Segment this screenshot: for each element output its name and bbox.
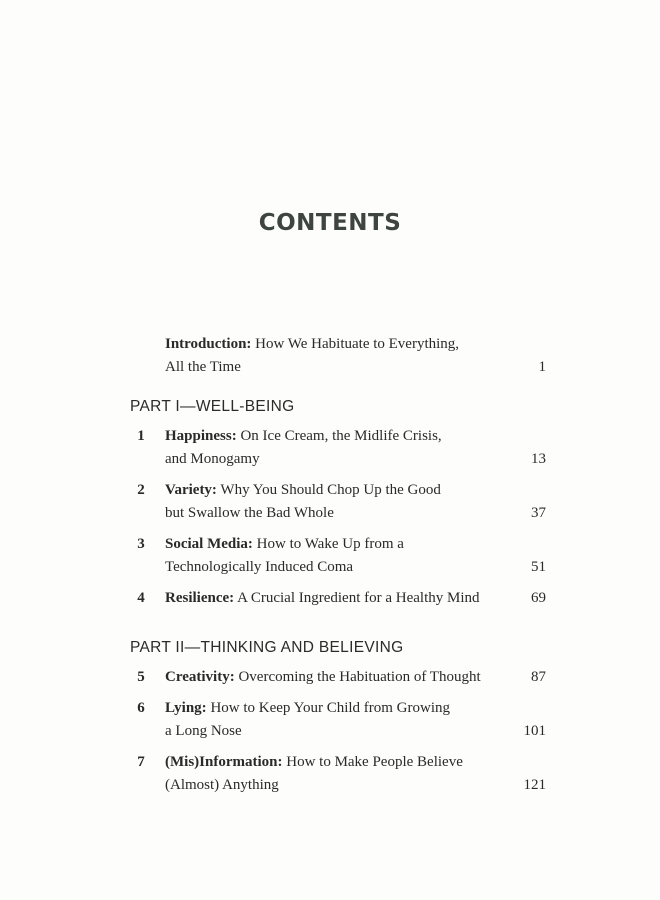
page-number: 13	[531, 450, 546, 467]
chapter-number: 2	[137, 482, 145, 498]
page-number: 1	[538, 358, 546, 375]
toc-entry-chapter-2[interactable]	[130, 479, 550, 524]
contents-title: CONTENTS	[258, 210, 402, 236]
entry-text	[165, 697, 505, 742]
entry-subtitle-line1: Why You Should Chop Up the Good	[220, 482, 441, 498]
entry-text	[165, 587, 525, 610]
page-number: 51	[531, 558, 546, 575]
chapter-number: 5	[137, 668, 145, 685]
entry-subtitle-line1: A Crucial Ingredient for a Healthy Mind	[237, 590, 480, 606]
entry-subtitle-line2: Technologically Induced Coma	[165, 558, 354, 575]
toc-entry-chapter-4[interactable]	[130, 587, 550, 610]
entry-subtitle-line1: How to Wake Up from a	[256, 536, 404, 552]
toc-entry-chapter-7[interactable]	[130, 751, 550, 796]
entry-heading: Creativity:	[165, 668, 235, 685]
entry-subtitle-line2: a Long Nose	[165, 722, 242, 739]
part-heading-1: PART I—WELL-BEING	[130, 398, 295, 415]
entry-heading: Resilience:	[165, 590, 235, 606]
entry-heading: (Mis)Information:	[165, 754, 283, 770]
entry-subtitle-line1: How to Keep Your Child from Growing	[210, 700, 451, 716]
toc-entry-chapter-6[interactable]	[130, 697, 550, 742]
page-number: 121	[523, 776, 546, 793]
chapter-number: 6	[137, 700, 145, 716]
entry-subtitle-line1: On Ice Cream, the Midlife Crisis,	[240, 428, 442, 444]
entry-subtitle-line1: How to Make People Believe	[286, 754, 463, 770]
entry-heading: Variety:	[165, 482, 217, 498]
entry-text	[165, 333, 505, 378]
chapter-number: 7	[137, 754, 145, 770]
entry-heading: Social Media:	[165, 536, 253, 552]
entry-subtitle-line1: How We Habituate to Everything,	[255, 336, 460, 352]
page-number: 101	[523, 722, 546, 739]
entry-subtitle-line2: and Monogamy	[165, 450, 260, 467]
page-number: 87	[531, 668, 546, 685]
toc-entry-introduction[interactable]	[130, 333, 550, 378]
entry-subtitle-line2: but Swallow the Bad Whole	[165, 504, 334, 521]
toc-entry-chapter-5[interactable]	[130, 666, 550, 689]
entry-heading: Lying:	[165, 700, 207, 716]
entry-text	[165, 425, 505, 470]
chapter-number: 3	[137, 536, 145, 552]
entry-subtitle-line2: (Almost) Anything	[165, 776, 279, 793]
entry-text	[165, 479, 505, 524]
part-heading-2: PART II—THINKING AND BELIEVING	[130, 638, 404, 656]
toc-entry-chapter-3[interactable]	[130, 533, 550, 578]
page-number: 37	[531, 504, 546, 521]
toc-entry-chapter-1[interactable]	[130, 425, 550, 470]
entry-heading: Introduction:	[165, 336, 252, 352]
page-number: 69	[531, 590, 546, 606]
entry-subtitle-line1: Overcoming the Habituation of Thought	[238, 668, 481, 685]
entry-text	[165, 533, 505, 578]
entry-text	[165, 751, 505, 796]
entry-subtitle-line2: All the Time	[165, 358, 241, 375]
entry-text	[165, 666, 525, 689]
entry-heading: Happiness:	[165, 428, 237, 444]
chapter-number: 4	[137, 590, 145, 606]
table-of-contents	[130, 333, 550, 796]
chapter-number: 1	[137, 428, 145, 444]
